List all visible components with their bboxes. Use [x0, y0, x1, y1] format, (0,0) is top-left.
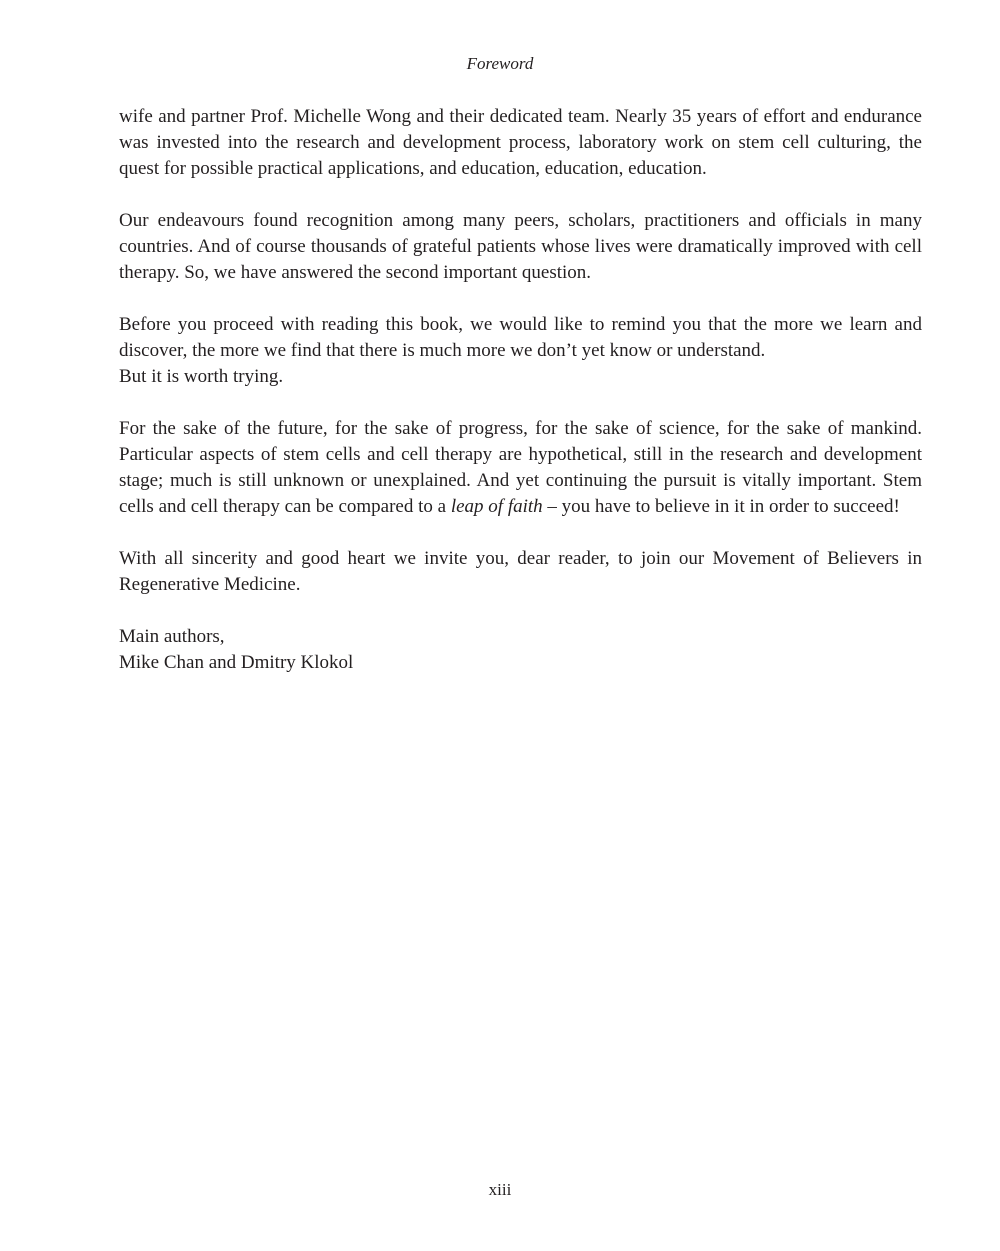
paragraph-4-italic: leap of faith — [450, 496, 543, 517]
paragraph-4 — [119, 416, 922, 520]
paragraph-3-tail: But it is worth trying. — [119, 366, 284, 387]
paragraph-4-before: For the sake of the future, for the sake of progress, for the sake of science, for the sake of mankind. Particular aspects of stem cells and cell therapy are hypothetical, still in the research and development stage; much is still unknown or unexplained. And yet continuing the pursuit is vitally important. Stem cells and cell therapy can be compared to a — [119, 418, 922, 517]
paragraph-3-main: Before you proceed with reading this book, we would like to remind you that the more we learn and discover, the more we find that there is much more we don’t yet know or understand. — [119, 314, 922, 361]
paragraph-2: Our endeavours found recognition among many peers, scholars, practitioners and officials in many countries. And of course thousands of grateful patients whose lives were dramatically improved with cell therapy. So, we have answered the second important question. — [119, 210, 922, 283]
signature-line-2: Mike Chan and Dmitry Klokol — [119, 652, 354, 673]
running-head: Foreword — [466, 54, 534, 73]
paragraph-1: wife and partner Prof. Michelle Wong and their dedicated team. Nearly 35 years of effort and endurance was invested into the research and development process, laboratory work on stem cell culturing, the quest for possible practical applications, and education, education, education. — [119, 106, 922, 179]
signature-line-1: Main authors, — [119, 626, 225, 647]
paragraph-4-after: – you have to believe in it in order to succeed! — [542, 496, 900, 517]
paragraph-5: With all sincerity and good heart we invite you, dear reader, to join our Movement of Believers in Regenerative Medicine. — [119, 548, 922, 595]
signature — [119, 624, 922, 676]
page-number: xiii — [488, 1180, 512, 1199]
paragraph-3 — [119, 312, 922, 390]
body-text — [119, 104, 922, 702]
